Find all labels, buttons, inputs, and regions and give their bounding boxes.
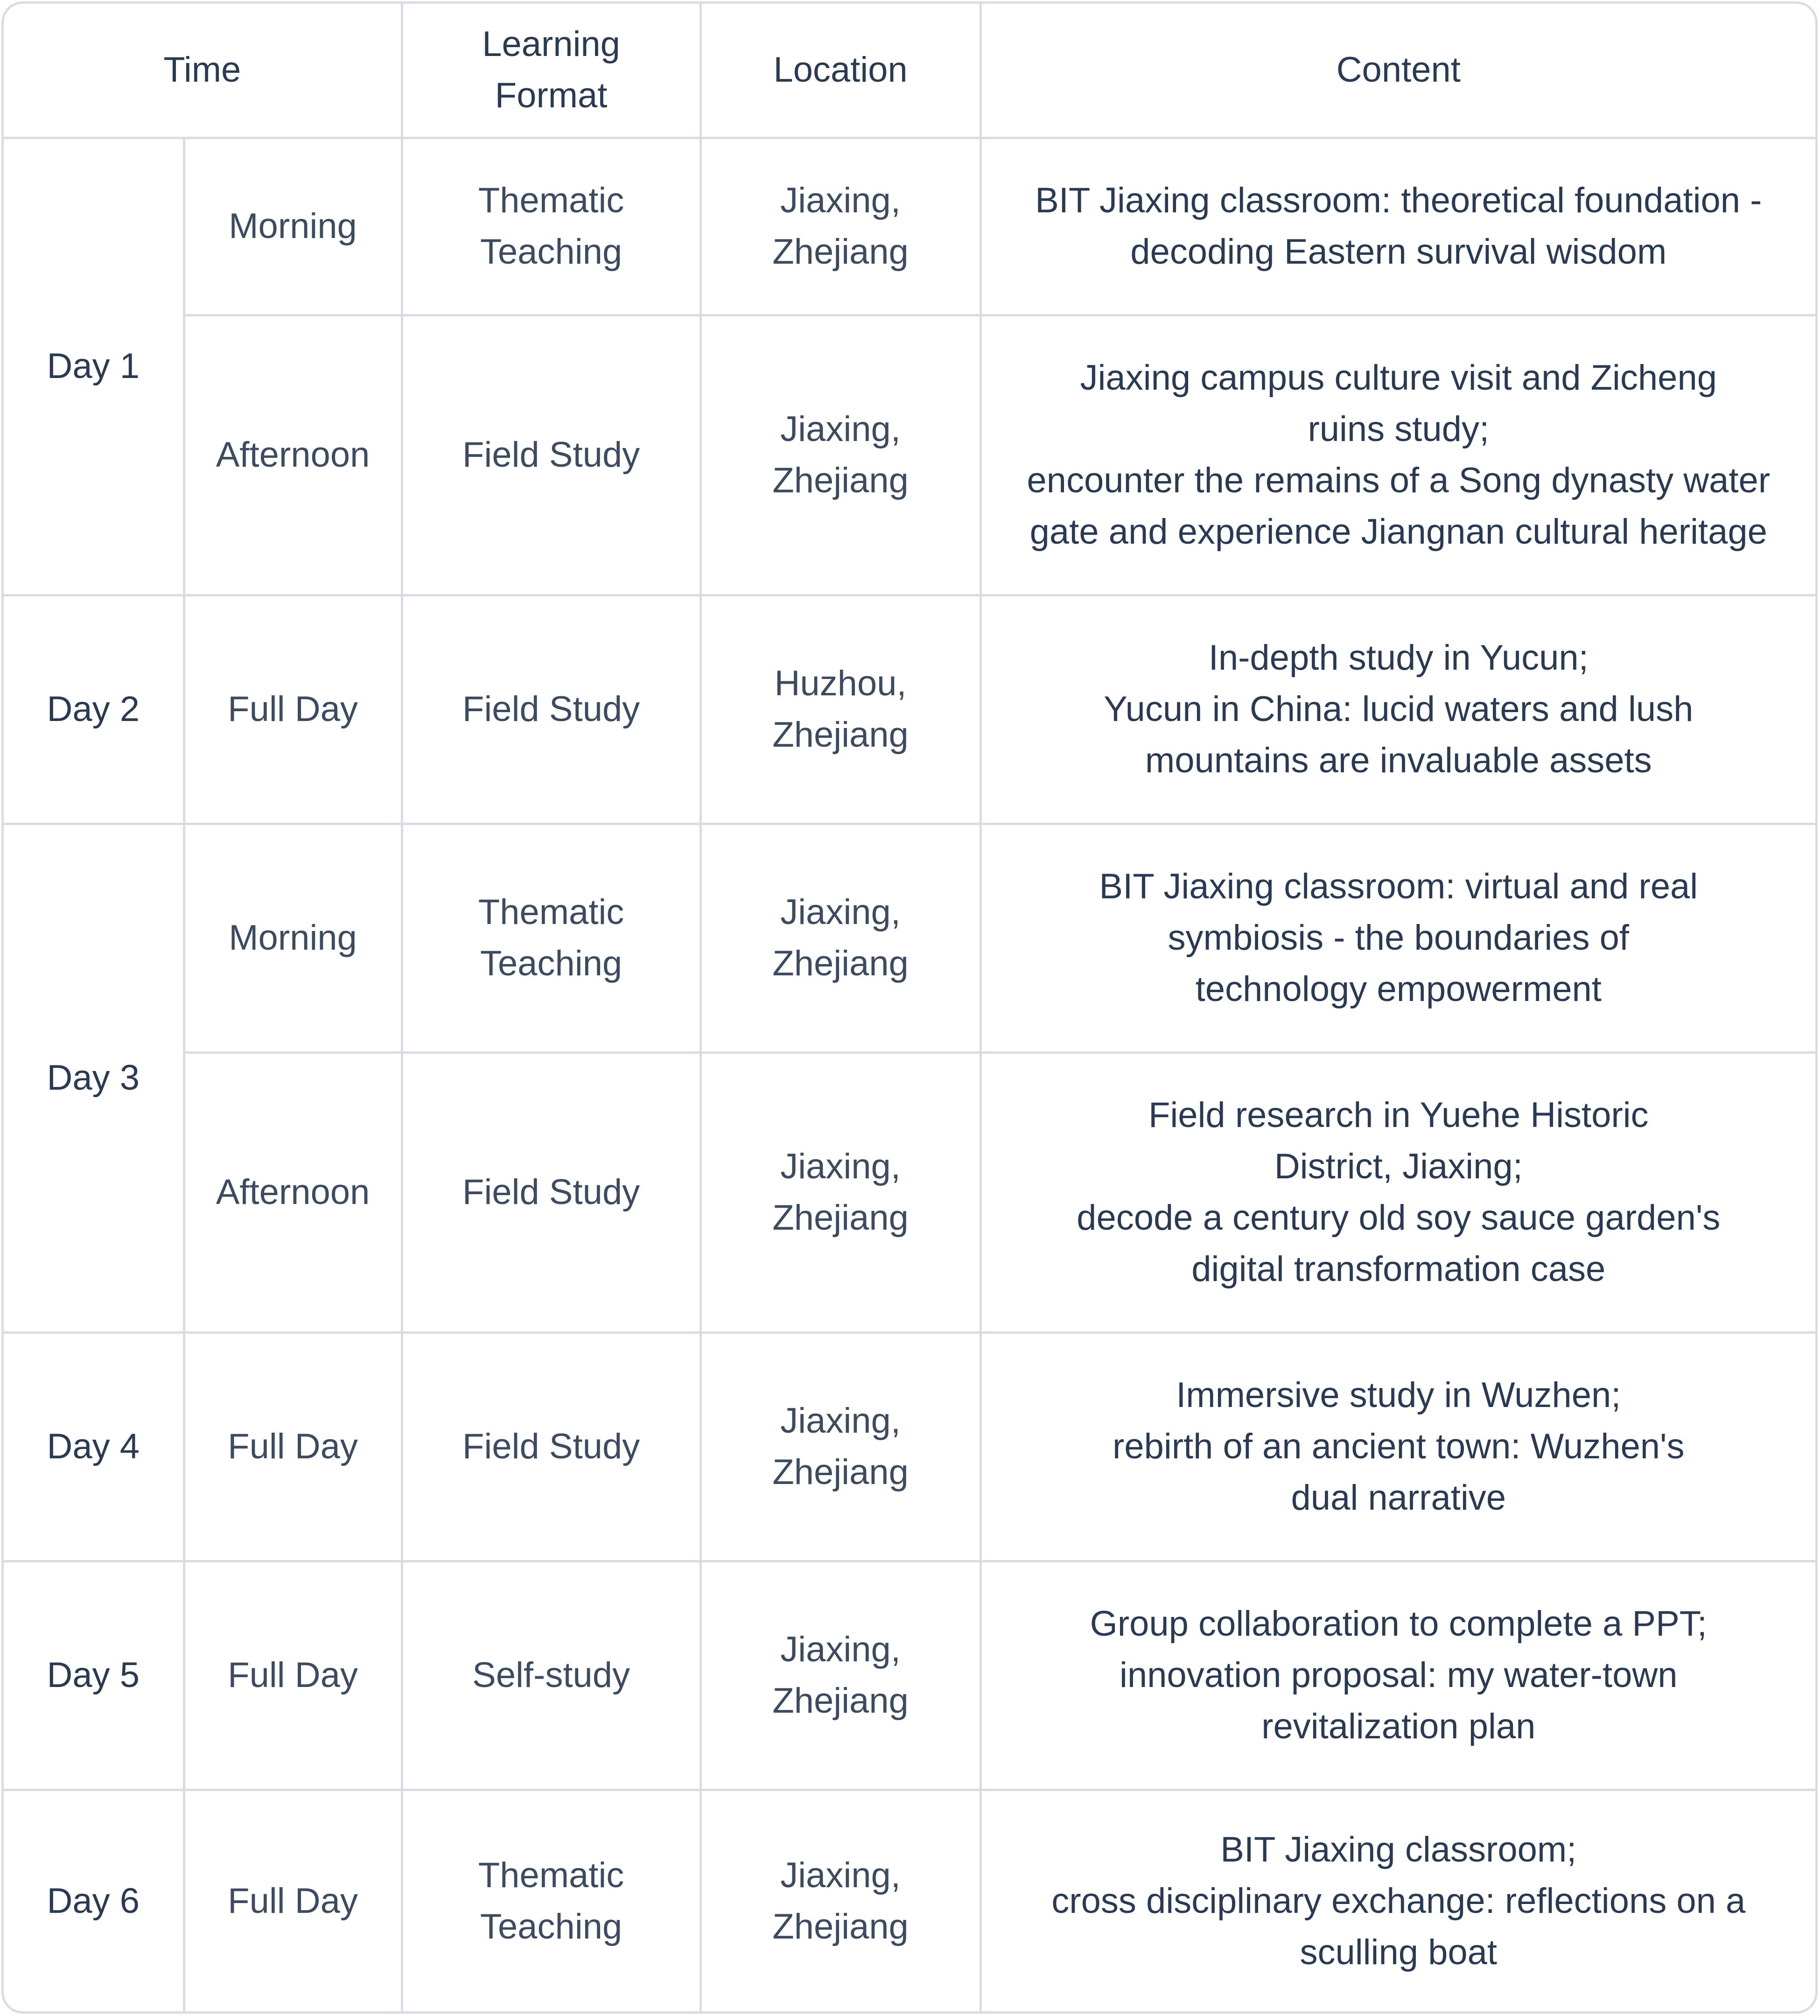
schedule-table-frame [1,1,1818,2014]
period-cell: Full Day [184,595,402,824]
location-cell: Jiaxing, Zhejiang [700,138,980,315]
table-row [4,824,1815,1052]
content-cell: Jiaxing campus culture visit and Zicheng ruins study; encounter the remains of a Song dynasty water gate and experience Jiangnan cultural heritage [980,315,1815,595]
format-cell: Field Study [402,1332,700,1561]
header-location: Location [700,4,980,138]
format-cell: Thematic Teaching [402,1790,700,2011]
day-label: Day 6 [4,1790,184,2011]
day-label: Day 3 [4,824,184,1332]
location-cell: Jiaxing, Zhejiang [700,1332,980,1561]
period-cell: Morning [184,824,402,1052]
table-row [4,1052,1815,1332]
day-label: Day 2 [4,595,184,824]
format-cell: Field Study [402,1052,700,1332]
content-cell: In-depth study in Yucun; Yucun in China: lucid waters and lush mountains are invaluable assets [980,595,1815,824]
content-cell: Group collaboration to complete a PPT; innovation proposal: my water-town revitalization plan [980,1561,1815,1790]
table-row [4,315,1815,595]
header-time: Time [4,4,402,138]
location-cell: Huzhou, Zhejiang [700,595,980,824]
table-header-row [4,4,1815,138]
content-cell: Field research in Yuehe Historic District, Jiaxing; decode a century old soy sauce garden's digital transformation case [980,1052,1815,1332]
day-label: Day 4 [4,1332,184,1561]
period-cell: Full Day [184,1561,402,1790]
format-cell: Field Study [402,595,700,824]
period-cell: Full Day [184,1332,402,1561]
content-cell: Immersive study in Wuzhen; rebirth of an ancient town: Wuzhen's dual narrative [980,1332,1815,1561]
location-cell: Jiaxing, Zhejiang [700,315,980,595]
content-cell: BIT Jiaxing classroom: virtual and real symbiosis - the boundaries of technology empowerment [980,824,1815,1052]
day-label: Day 1 [4,138,184,595]
table-row [4,1561,1815,1790]
table-row [4,1332,1815,1561]
period-cell: Afternoon [184,1052,402,1332]
location-cell: Jiaxing, Zhejiang [700,1052,980,1332]
format-cell: Self-study [402,1561,700,1790]
content-cell: BIT Jiaxing classroom; cross disciplinary exchange: reflections on a sculling boat [980,1790,1815,2011]
table-row [4,595,1815,824]
format-cell: Field Study [402,315,700,595]
header-content: Content [980,4,1815,138]
period-cell: Afternoon [184,315,402,595]
period-cell: Full Day [184,1790,402,2011]
schedule-table [4,4,1815,2011]
header-learning-format: Learning Format [402,4,700,138]
content-cell: BIT Jiaxing classroom: theoretical foundation - decoding Eastern survival wisdom [980,138,1815,315]
table-row [4,1790,1815,2011]
format-cell: Thematic Teaching [402,138,700,315]
table-row [4,138,1815,315]
period-cell: Morning [184,138,402,315]
format-cell: Thematic Teaching [402,824,700,1052]
location-cell: Jiaxing, Zhejiang [700,1790,980,2011]
day-label: Day 5 [4,1561,184,1790]
location-cell: Jiaxing, Zhejiang [700,824,980,1052]
location-cell: Jiaxing, Zhejiang [700,1561,980,1790]
